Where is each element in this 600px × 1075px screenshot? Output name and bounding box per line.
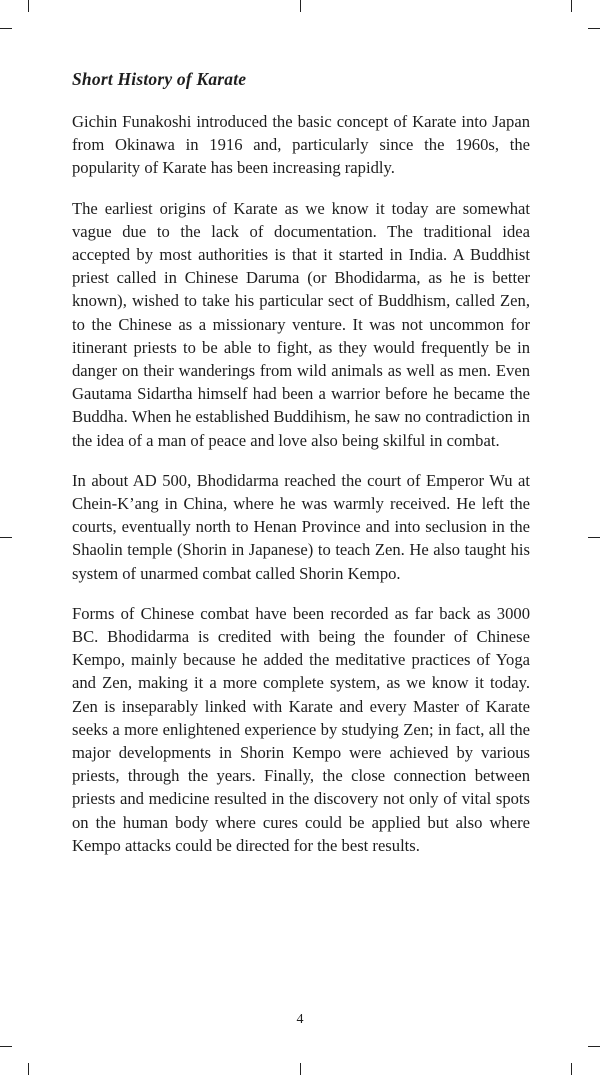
page-number: 4 — [296, 1012, 304, 1027]
paragraph-2: The earliest origins of Karate as we know it today are somewhat vague due to the lack of documentation. The traditional idea accepted by most authorities is that it started in India. A Buddhist priest called in Chinese Daruma (or Bhodidarma, as he is better known), wished to take his particular sect of Buddhism, called Zen, to the Chinese as a missionary venture. It was not uncommon for itinerant priests to be able to fight, as they would frequently be in danger on their wanderings from wild animals as well as men. Even Gautama Sidartha himself had been a warrior before he became the Buddha. When he established Buddihism, he saw no contradiction in the idea of a man of peace and love also being skilful in combat. — [72, 198, 530, 450]
section-heading: Short History of Karate — [72, 69, 247, 89]
crop-mark-bottom-right — [571, 1063, 572, 1075]
crop-mark-bottom-center — [300, 1063, 301, 1075]
paragraph-1: Gichin Funakoshi introduced the basic concept of Karate into Japan from Okinawa in 1916 and, particularly since the 1960s, the popularity of Karate has been increasing rapidly. — [72, 112, 530, 178]
paragraph-3: In about AD 500, Bhodidarma reached the court of Emperor Wu at Chein-K’ang in China, where he was warmly received. He left the courts, eventually north to Henan Province and into seclusion in the Shaolin temple (Shorin in Japanese) to teach Zen. He also taught his system of unarmed combat called Shorin Kempo. — [72, 470, 530, 583]
crop-mark-left-bottom — [0, 1046, 12, 1047]
crop-mark-right-top — [588, 28, 600, 29]
crop-mark-right-bottom — [588, 1046, 600, 1047]
crop-mark-top-right — [571, 0, 572, 12]
crop-mark-left-top — [0, 28, 12, 29]
crop-mark-top-center — [300, 0, 301, 12]
page-content — [72, 68, 530, 874]
crop-mark-right-middle — [588, 537, 600, 538]
crop-mark-left-middle — [0, 537, 12, 538]
crop-mark-top-left — [28, 0, 29, 12]
crop-mark-bottom-left — [28, 1063, 29, 1075]
paragraph-4: Forms of Chinese combat have been recorded as far back as 3000 BC. Bhodidarma is credited with being the founder of Chinese Kempo, mainly because he added the meditative practices of Yoga and Zen, making it a more complete system, as we know it today. Zen is inseparably linked with Karate and every Master of Karate seeks a more enlightened experience by studying Zen; in fact, all the major developments in Shorin Kempo were achieved by various priests, through the years. Finally, the close connection between priests and medicine resulted in the discovery not only of vital spots on the human body where cures could be applied but also where Kempo attacks could be directed for the best results. — [72, 603, 530, 855]
